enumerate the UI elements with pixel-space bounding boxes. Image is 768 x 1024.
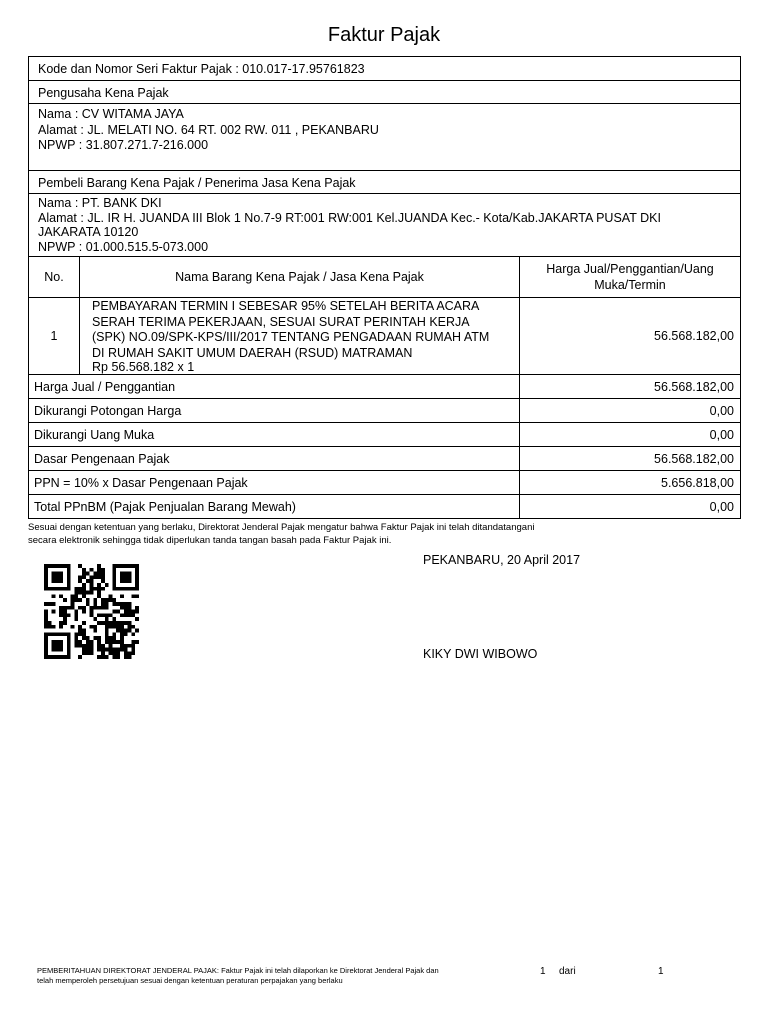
summary-label-cell bbox=[28, 374, 520, 399]
place-date: PEKANBARU, 20 April 2017 bbox=[423, 553, 581, 567]
footer-line-1: PEMBERITAHUAN DIREKTORAT JENDERAL PAJAK: Faktur Pajak ini telah dilaporkan ke Direktorat Jenderal Pajak dan bbox=[37, 966, 439, 975]
page-title: Faktur Pajak bbox=[327, 24, 441, 46]
summary-value-cell bbox=[519, 494, 741, 519]
page-of-label: dari bbox=[559, 966, 576, 977]
kode-seri-text: Kode dan Nomor Seri Faktur Pajak : 010.017-17.95761823 bbox=[38, 62, 365, 76]
col-header-nama bbox=[79, 256, 520, 298]
summary-label-cell bbox=[28, 494, 520, 519]
pengusaha-alamat: Alamat : JL. MELATI NO. 64 RT. 002 RW. 011 , PEKANBARU bbox=[38, 123, 379, 137]
col-harga-label-1: Harga Jual/Penggantian/Uang bbox=[546, 262, 714, 276]
pembeli-npwp: NPWP : 01.000.515.5-073.000 bbox=[38, 240, 209, 254]
pengusaha-npwp: NPWP : 31.807.271.7-216.000 bbox=[38, 138, 209, 152]
summary-label: Dikurangi Uang Muka bbox=[34, 427, 155, 442]
summary-value: 0,00 bbox=[709, 403, 734, 418]
item-desc-line: Rp 56.568.182 x 1 bbox=[92, 360, 195, 374]
note-line-1: Sesuai dengan ketentuan yang berlaku, Direktorat Jenderal Pajak mengatur bahwa Faktur Pajak ini telah ditandatangani bbox=[28, 522, 535, 533]
item-desc-line: (SPK) NO.09/SPK-KPS/III/2017 TENTANG PENGADAAN RUMAH ATM bbox=[92, 330, 490, 344]
pembeli-details bbox=[28, 193, 741, 257]
item-no-cell bbox=[28, 297, 80, 375]
summary-label: Harga Jual / Penggantian bbox=[34, 379, 176, 394]
summary-label: Dikurangi Potongan Harga bbox=[34, 403, 182, 418]
page-total: 1 bbox=[658, 966, 664, 977]
summary-value-cell bbox=[519, 374, 741, 399]
summary-label: Total PPnBM (Pajak Penjualan Barang Mewah) bbox=[34, 499, 296, 514]
pengusaha-heading-row bbox=[28, 80, 741, 104]
summary-label-cell bbox=[28, 446, 520, 471]
item-desc-cell bbox=[79, 297, 520, 375]
summary-label: Dasar Pengenaan Pajak bbox=[34, 451, 170, 466]
summary-label-cell bbox=[28, 470, 520, 495]
footer-line-2: telah memperoleh persetujuan sesuai dengan ketentuan peraturan perpajakan yang berlaku bbox=[37, 976, 343, 985]
summary-value: 0,00 bbox=[709, 427, 734, 442]
item-desc-line: SERAH TERIMA PEKERJAAN, SESUAI SURAT PERINTAH KERJA bbox=[92, 315, 470, 329]
col-header-harga bbox=[519, 256, 741, 298]
col-header-no bbox=[28, 256, 80, 298]
summary-label: PPN = 10% x Dasar Pengenaan Pajak bbox=[34, 475, 248, 490]
item-harga-cell bbox=[519, 297, 741, 375]
item-harga: 56.568.182,00 bbox=[654, 329, 734, 343]
pengusaha-nama: Nama : CV WITAMA JAYA bbox=[38, 107, 184, 121]
qr-code-icon bbox=[44, 564, 139, 659]
summary-value-cell bbox=[519, 470, 741, 495]
summary-label-cell bbox=[28, 398, 520, 423]
item-desc-line: DI RUMAH SAKIT UMUM DAERAH (RSUD) MATRAMAN bbox=[92, 346, 413, 360]
pembeli-heading: Pembeli Barang Kena Pajak / Penerima Jasa Kena Pajak bbox=[38, 176, 356, 190]
summary-value-cell bbox=[519, 398, 741, 423]
pengusaha-heading: Pengusaha Kena Pajak bbox=[38, 86, 169, 100]
item-desc-line: PEMBAYARAN TERMIN I SEBESAR 95% SETELAH BERITA ACARA bbox=[92, 299, 480, 313]
pembeli-heading-row bbox=[28, 170, 741, 194]
signer-name: KIKY DWI WIBOWO bbox=[423, 647, 538, 661]
summary-value: 56.568.182,00 bbox=[654, 451, 734, 466]
col-nama-label: Nama Barang Kena Pajak / Jasa Kena Pajak bbox=[175, 270, 424, 284]
summary-value: 0,00 bbox=[709, 499, 734, 514]
summary-value: 56.568.182,00 bbox=[654, 379, 734, 394]
col-no-label: No. bbox=[44, 270, 64, 284]
pembeli-alamat-2: JAKARATA 10120 bbox=[38, 225, 139, 239]
col-harga-label-2: Muka/Termin bbox=[594, 278, 666, 292]
summary-value-cell bbox=[519, 422, 741, 447]
kode-seri-row bbox=[28, 56, 741, 81]
pembeli-nama: Nama : PT. BANK DKI bbox=[38, 196, 162, 210]
note-line-2: secara elektronik sehingga tidak diperlukan tanda tangan basah pada Faktur Pajak ini. bbox=[28, 535, 392, 546]
summary-value-cell bbox=[519, 446, 741, 471]
pengusaha-details bbox=[28, 103, 741, 171]
item-no: 1 bbox=[50, 329, 58, 343]
summary-label-cell bbox=[28, 422, 520, 447]
summary-value: 5.656.818,00 bbox=[661, 475, 734, 490]
pembeli-alamat-1: Alamat : JL. IR H. JUANDA III Blok 1 No.7-9 RT:001 RW:001 Kel.JUANDA Kec.- Kota/Kab.JAKARTA PUSAT DKI bbox=[38, 211, 661, 225]
page-current: 1 bbox=[540, 966, 546, 977]
